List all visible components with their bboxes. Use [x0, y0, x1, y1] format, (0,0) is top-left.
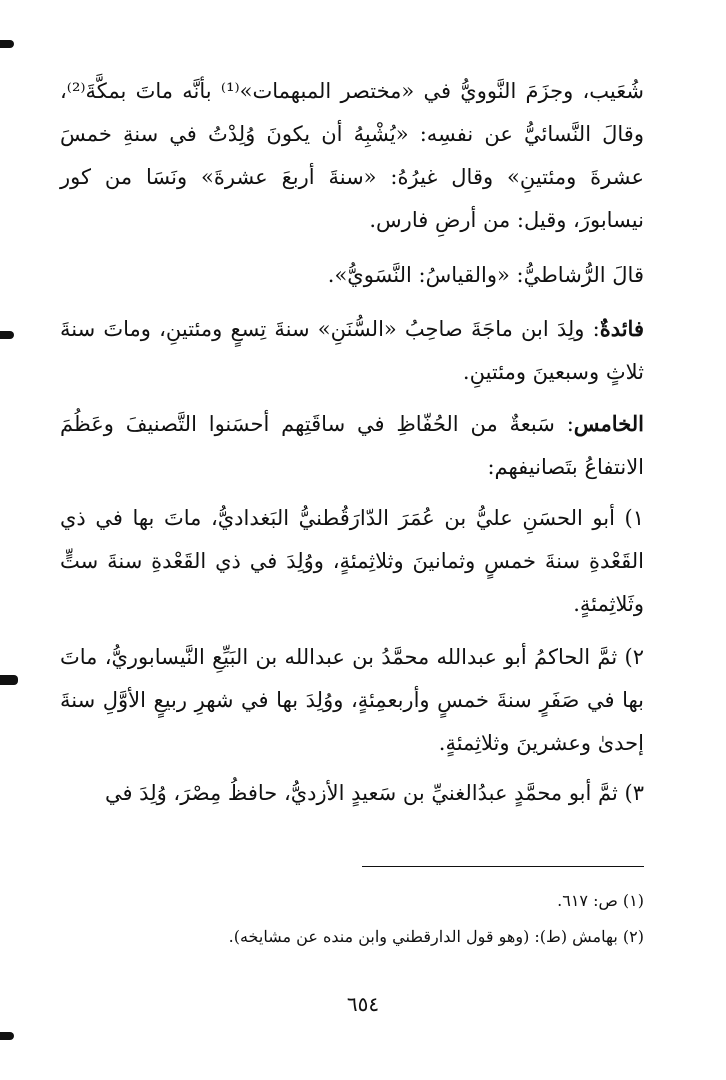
list-item-abdulghani: ٣) ثمَّ أبو محمَّدٍ عبدُالغنيِّ بن سَعيدٍ الأزديُّ، حافظُ مِصْرَ، وُلِدَ في [104, 781, 644, 805]
page-number: ٦٥٤ [346, 992, 380, 1016]
footnote-divider [362, 866, 644, 867]
paragraph-benefit-ibn-majah [60, 307, 644, 394]
benefit-text: : ولِدَ ابن ماجَةَ صاحِبُ «السُّنَنِ» سنةَ تِسعٍ ومئتينِ، وماتَ سنةَ ثلاثٍ وسبعينَ ومئتينِ. [60, 317, 644, 384]
benefit-label: فائدةٌ [599, 316, 644, 341]
paragraph-rushati-quote: قالَ الرُّشاطيُّ: «والقياسُ: النَّسَويُّ». [327, 263, 644, 287]
list-item-daraqutni: ١) أبو الحسَنِ عليُّ بن عُمَرَ الدّارَقُطنيُّ البَغداديُّ، ماتَ بها في ذي القَعْدةِ سنةَ خمسٍ وثمانينَ وثلاثِمئةٍ، ووُلِدَ في ذي القَعْدةِ سنةَ ستٍّ وثَلاثِمئةٍ. [60, 506, 644, 616]
section-label-fifth: الخامس [573, 411, 644, 436]
paragraph-fifth-section [60, 402, 644, 489]
footnote-1: (١) ص: ٦١٧. [557, 891, 644, 910]
binding-mark [0, 675, 18, 685]
binding-mark [0, 1032, 14, 1040]
footnote-2: (٢) بهامش (ط): (وهو قول الدارقطني وابن منده عن مشايخه). [228, 927, 644, 946]
list-item-hakim: ٢) ثمَّ الحاكمُ أبو عبدالله محمَّدُ بن عبدالله بن البَيِّعِ النَّيسابوريُّ، ماتَ بها في صَفَرٍ سنةَ خمسٍ وأربعمِئةٍ، ووُلِدَ بها في شهرِ ربيعٍ الأوَّلِ سنةَ إحدىٰ وعشرينَ وثلاثِمئةٍ. [60, 645, 644, 755]
binding-mark [0, 40, 14, 48]
paragraph-nasai-birth: شُعَيب، وجزَمَ النَّوويُّ في «مختصر المبهمات»⁽¹⁾ بأنَّه ماتَ بمكَّةَ⁽²⁾، وقالَ النَّسائيُّ عن نفسِه: «يُشْبِهُ أن يكونَ وُلِدْتُ في سنةِ خمسَ عشرةَ ومئتينِ» وقال غيرُهُ: «سنةَ أربعَ عشرةَ» ونَسَا من كور نيسابورَ، وقيل: من أرضِ فارس. [60, 79, 644, 232]
section-text-fifth: : سَبعةٌ من الحُفّاظِ في ساقَتِهم أحسَنوا التَّصنيفَ وعَظُمَ الانتفاعُ بتَصانيفهم: [60, 412, 644, 479]
binding-mark [0, 331, 14, 339]
